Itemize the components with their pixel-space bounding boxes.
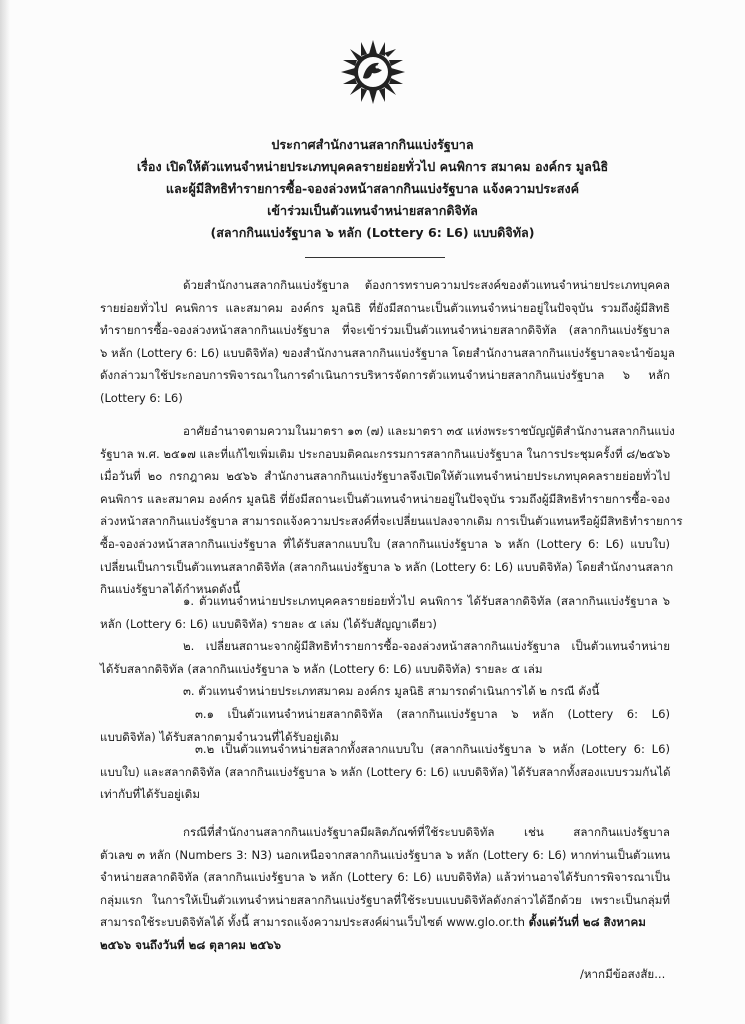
header-divider	[305, 257, 445, 258]
para3-line: กรณีที่สำนักงานสลากกินแบ่งรัฐบาลมีผลิตภัณฑ์ที่ใช้ระบบดิจิทัล เช่น สลากกินแบ่งรัฐบาล	[183, 825, 670, 839]
para1-line: ทำรายการซื้อ-จองล่วงหน้าสลากกินแบ่งรัฐบาล ที่จะเข้าร่วมเป็นตัวแทนจำหน่ายสลากดิจิทัล (สลากกินแบ่งรัฐบาล	[100, 323, 670, 338]
item3-line: ๓. ตัวแทนจำหน่ายประเภทสมาคม องค์กร มูลนิธิ สามารถดำเนินการได้ ๒ กรณี ดังนี้	[183, 684, 600, 698]
para2-line: เมื่อวันที่ ๒๐ กรกฎาคม ๒๕๖๖ สำนักงานสลากกินแบ่งรัฐบาลจึงเปิดให้ตัวแทนจำหน่ายประเภทบุคคลรายย่อยทั่วไป	[100, 469, 670, 484]
list-item-3	[100, 680, 670, 703]
item1-line: ๑. ตัวแทนจำหน่ายประเภทบุคคลรายย่อยทั่วไป คนพิการ ได้รับสลากดิจิทัล (สลากกินแบ่งรัฐบาล ๖	[183, 594, 670, 608]
scan-edge-shadow	[0, 0, 10, 1024]
paragraph-3	[100, 821, 670, 957]
para1-line: ด้วยสำนักงานสลากกินแบ่งรัฐบาล ต้องการทราบความประสงค์ของตัวแทนจำหน่ายประเภทบุคคล	[183, 278, 670, 292]
item32-line: เท่ากับที่ได้รับอยู่เดิม	[100, 787, 200, 802]
item1-line: หลัก (Lottery 6: L6) แบบดิจิทัล) รายละ ๕ เล่ม (ได้รับสัญญาเดียว)	[100, 616, 437, 631]
glo-emblem-icon	[341, 40, 405, 104]
list-item-2	[100, 635, 670, 680]
header-subject-line-3: เข้าร่วมเป็นตัวแทนจำหน่ายสลากดิจิทัล	[267, 203, 478, 218]
date-range-start: ตั้งแต่วันที่ ๒๘ สิงหาคม	[528, 915, 646, 930]
list-item-1	[100, 590, 670, 635]
item2-line: ๒. เปลี่ยนสถานะจากผู้มีสิทธิทำรายการซื้อ-จองล่วงหน้าสลากกินแบ่งรัฐบาล เป็นตัวแทนจำหน่าย	[183, 639, 670, 653]
para1-line: รายย่อยทั่วไป คนพิการ และสมาคม องค์กร มูลนิธิ ที่ยังมีสถานะเป็นตัวแทนจำหน่ายอยู่ในปัจจุบัน รวมถึงผู้มีสิทธิ	[100, 300, 670, 315]
para3-line-text: สามารถใช้ระบบดิจิทัลได้ ทั้งนี้ สามารถแจ้งความประสงค์ผ่านเว็บไซต์ www.glo.or.th	[100, 915, 525, 930]
para3-line: ตัวเลข ๓ หลัก (Numbers 3: N3) นอกเหนือจากสลากกินแบ่งรัฐบาล ๖ หลัก (Lottery 6: L6) หากท่านเป็นตัวแทน	[100, 847, 670, 862]
para3-line	[100, 934, 670, 957]
paragraph-2	[100, 420, 683, 601]
header-subject-line-4: (สลากกินแบ่งรัฐบาล ๖ หลัก (Lottery 6: L6) แบบดิจิทัล)	[210, 225, 535, 240]
item31-line: แบบดิจิทัล) ได้รับสลากตามจำนวนที่ได้รับอยู่เดิม	[100, 729, 339, 744]
date-range-end: ๒๕๖๖ จนถึงวันที่ ๒๘ ตุลาคม ๒๕๖๖	[100, 937, 282, 952]
para2-line: คนพิการ และสมาคม องค์กร มูลนิธิ ที่ยังมีสถานะเป็นตัวแทนจำหน่ายอยู่ในปัจจุบัน รวมถึงผู้มีสิทธิทำรายการซื้อ-จอง	[100, 491, 670, 506]
item2-line: ได้รับสลากดิจิทัล (สลากกินแบ่งรัฐบาล ๖ หลัก (Lottery 6: L6) แบบดิจิทัล) รายละ ๕ เล่ม	[100, 661, 543, 676]
para2-line: ล่วงหน้าสลากกินแบ่งรัฐบาล สามารถแจ้งความประสงค์ที่จะเปลี่ยนแปลงจากเดิม การเป็นตัวแทนหรือผู้มีสิทธิทำรายการ	[100, 514, 683, 529]
continued-note: /หากมีข้อสงสัย...	[580, 967, 666, 981]
para2-line: ซื้อ-จองล่วงหน้าสลากกินแบ่งรัฐบาล ที่ได้รับสลากแบบใบ (สลากกินแบ่งรัฐบาล ๖ หลัก (Lottery 6: L6) แบบใบ)	[100, 536, 670, 551]
para1-line: (Lottery 6: L6)	[100, 390, 183, 405]
header-subject-line-2: และผู้มีสิทธิทำรายการซื้อ-จองล่วงหน้าสลากกินแบ่งรัฐบาล แจ้งความประสงค์	[165, 181, 580, 196]
item32-line: แบบใบ) และสลากดิจิทัล (สลากกินแบ่งรัฐบาล ๖ หลัก (Lottery 6: L6) แบบดิจิทัล) ได้รับสลากทั้งสองแบบรวมกันได้	[100, 764, 671, 779]
para3-line	[100, 911, 670, 934]
para2-line: รัฐบาล พ.ศ. ๒๕๑๗ และที่แก้ไขเพิ่มเติม ประกอบมติคณะกรรมการสลากกินแบ่งรัฐบาล ในการประชุมครั้งที่ ๘/๒๕๖๖	[100, 446, 671, 461]
item31-line: ๓.๑ เป็นตัวแทนจำหน่ายสลากดิจิทัล (สลากกินแบ่งรัฐบาล ๖ หลัก (Lottery 6: L6)	[195, 707, 670, 721]
para2-line: กินแบ่งรัฐบาลได้กำหนดดังนี้	[100, 582, 241, 597]
para3-line: จำหน่ายสลากดิจิทัล (สลากกินแบ่งรัฐบาล ๖ หลัก (Lottery 6: L6) แบบดิจิทัล) แล้วท่านอาจได้รับการพิจารณาเป็น	[100, 870, 670, 885]
header-subject: เรื่อง เปิดให้ตัวแทนจำหน่ายประเภทบุคคลรายย่อยทั่วไป คนพิการ สมาคม องค์กร มูลนิธิ	[136, 159, 609, 174]
item32-line: ๓.๒ เป็นตัวแทนจำหน่ายสลากทั้งสลากแบบใบ (สลากกินแบ่งรัฐบาล ๖ หลัก (Lottery 6: L6)	[195, 742, 670, 756]
para1-line: ดังกล่าวมาใช้ประกอบการพิจารณาในการดำเนินการบริหารจัดการตัวแทนจำหน่ายสลากกินแบ่งรัฐบาล ๖ หลัก	[100, 368, 670, 383]
header-title: ประกาศสำนักงานสลากกินแบ่งรัฐบาล	[271, 137, 474, 152]
list-item-3-2	[100, 738, 670, 806]
para1-line: ๖ หลัก (Lottery 6: L6) แบบดิจิทัล) ของสำนักงานสลากกินแบ่งรัฐบาล โดยสำนักงานสลากกินแบ่งรัฐบาลจะนำข้อมูล	[100, 345, 676, 360]
para2-line: อาศัยอำนาจตามความในมาตรา ๑๓ (๗) และมาตรา ๓๕ แห่งพระราชบัญญัติสำนักงานสลากกินแบ่ง	[183, 424, 675, 438]
paragraph-1	[100, 274, 676, 410]
announcement-header	[100, 134, 645, 244]
para3-line: กลุ่มแรก ในการให้เป็นตัวแทนจำหน่ายสลากกินแบ่งรัฐบาลที่ใช้ระบบแบบดิจิทัลดังกล่าวได้อีกด้วย เพราะเป็นกลุ่มที่	[100, 892, 670, 907]
para2-line: เปลี่ยนเป็นการเป็นตัวแทนสลากดิจิทัล (สลากกินแบ่งรัฐบาล ๖ หลัก (Lottery 6: L6) แบบดิจิทัล) โดยสำนักงานสลาก	[100, 559, 674, 574]
